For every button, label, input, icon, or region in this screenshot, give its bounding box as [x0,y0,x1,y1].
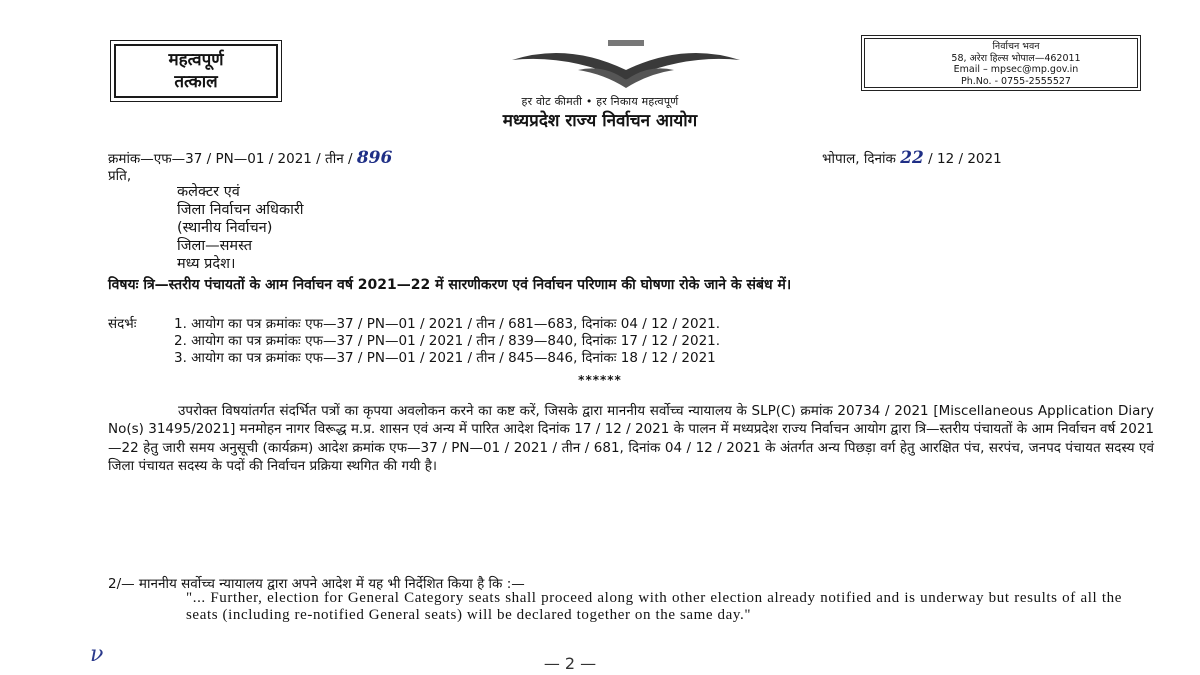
address-phone: Ph.No. - 0755-2555527 [961,75,1071,87]
recipient-line: जिला निर्वाचन अधिकारी [177,202,304,218]
recipient-block [177,183,304,273]
references-label: संदर्भः [108,316,137,332]
handwritten-margin-mark: ν [90,642,104,667]
commission-tagline: हर वोट कीमती • हर निकाय महत्वपूर्ण [521,95,679,108]
reference-item: 2. आयोग का पत्र क्रमांकः एफ—37 / PN—01 / 2021 / तीन / 839—840, दिनांकः 17 / 12 / 2021. [174,333,721,349]
address-email: Email – mpsec@mp.gov.in [953,64,1079,75]
priority-stamp [114,44,278,98]
body-paragraph-1: उपरोक्त विषयांतर्गत संदर्भित पत्रों का कृपया अवलोकन करने का कष्ट करें, जिसके द्वारा माननीय सर्वोच्च न्यायालय के SLP(C) क्रमांक 20734 / 2021 [Miscellaneous Application Diary No(s) 31495/2021] मनमोहन नागर विरूद्ध म.प्र. शासन एवं अन्य में पारित आदेश दिनांक 17 / 12 / 2021 के पालन में मध्यप्रदेश राज्य निर्वाचन आयोग द्वारा त्रि—स्तरीय पंचायतों के आम निर्वाचन वर्ष 2021—22 हेतु जारी समय अनुसूची (कार्यक्रम) आदेश क्रमांक एफ—37 / PN—01 / 2021 / तीन / 681, दिनांक 04 / 12 / 2021 के अंतर्गत अन्य पिछड़ा वर्ग हेतु आरक्षित पंच, सरपंच, जनपद पंचायत सदस्य एवं जिला पंचायत सदस्य के पदों की निर्वाचन प्रक्रिया स्थगित की गयी है। [108,403,1154,474]
date-prefix: भोपाल, दिनांक [822,151,901,167]
commission-name: मध्यप्रदेश राज्य निर्वाचन आयोग [502,111,698,131]
recipient-line: कलेक्टर एवं [177,184,240,200]
reference-item: 3. आयोग का पत्र क्रमांकः एफ—37 / PN—01 / 2021 / तीन / 845—846, दिनांकः 18 / 12 / 2021 [174,350,716,366]
subject-line [108,276,1152,294]
subject-text: विषयः त्रि—स्तरीय पंचायतों के आम निर्वाचन वर्ष 2021—22 में सारणीकरण एवं निर्वाचन परिणाम की घोषणा रोके जाने के संबंध में। [108,277,792,293]
letter-reference-number [108,148,392,168]
date-handwritten-day: 22 [900,148,924,168]
address-building: निर्वाचन भवन [992,41,1040,52]
reference-handwritten-number: 896 [356,148,393,168]
reference-item: 1. आयोग का पत्र क्रमांकः एफ—37 / PN—01 / 2021 / तीन / 681—683, दिनांकः 04 / 12 / 2021. [174,316,721,332]
court-order-quote: "... Further, election for General Category seats shall proceed along with other election already notified and is underway but results of all the seats (including re-notified General seats) will be declared together on the same day." [186,590,1122,623]
to-label: प्रति, [108,168,132,184]
reference-prefix: क्रमांक—एफ—37 / PN—01 / 2021 / तीन / [108,151,357,167]
recipient-line: जिला—समस्त [177,238,252,254]
date-rest: / 12 / 2021 [923,151,1002,167]
letter-date [822,148,1002,168]
section-separator: ****** [578,373,622,387]
address-box [864,38,1138,88]
address-street: 58, अरेरा हिल्स भोपाल—462011 [951,52,1081,64]
recipient-line: मध्य प्रदेश। [177,256,236,272]
priority-line-1: महत्वपूर्ण [168,50,224,70]
commission-logo-icon [508,40,744,94]
references-block [108,316,720,367]
recipient-line: (स्थानीय निर्वाचन) [177,220,273,236]
page-number: — 2 — [543,654,597,673]
body-paragraph-2-heading: 2/— माननीय सर्वोच्च न्यायालय द्वारा अपने आदेश में यह भी निर्देशित किया है कि :— [108,576,525,592]
priority-line-2: तत्काल [174,72,218,92]
